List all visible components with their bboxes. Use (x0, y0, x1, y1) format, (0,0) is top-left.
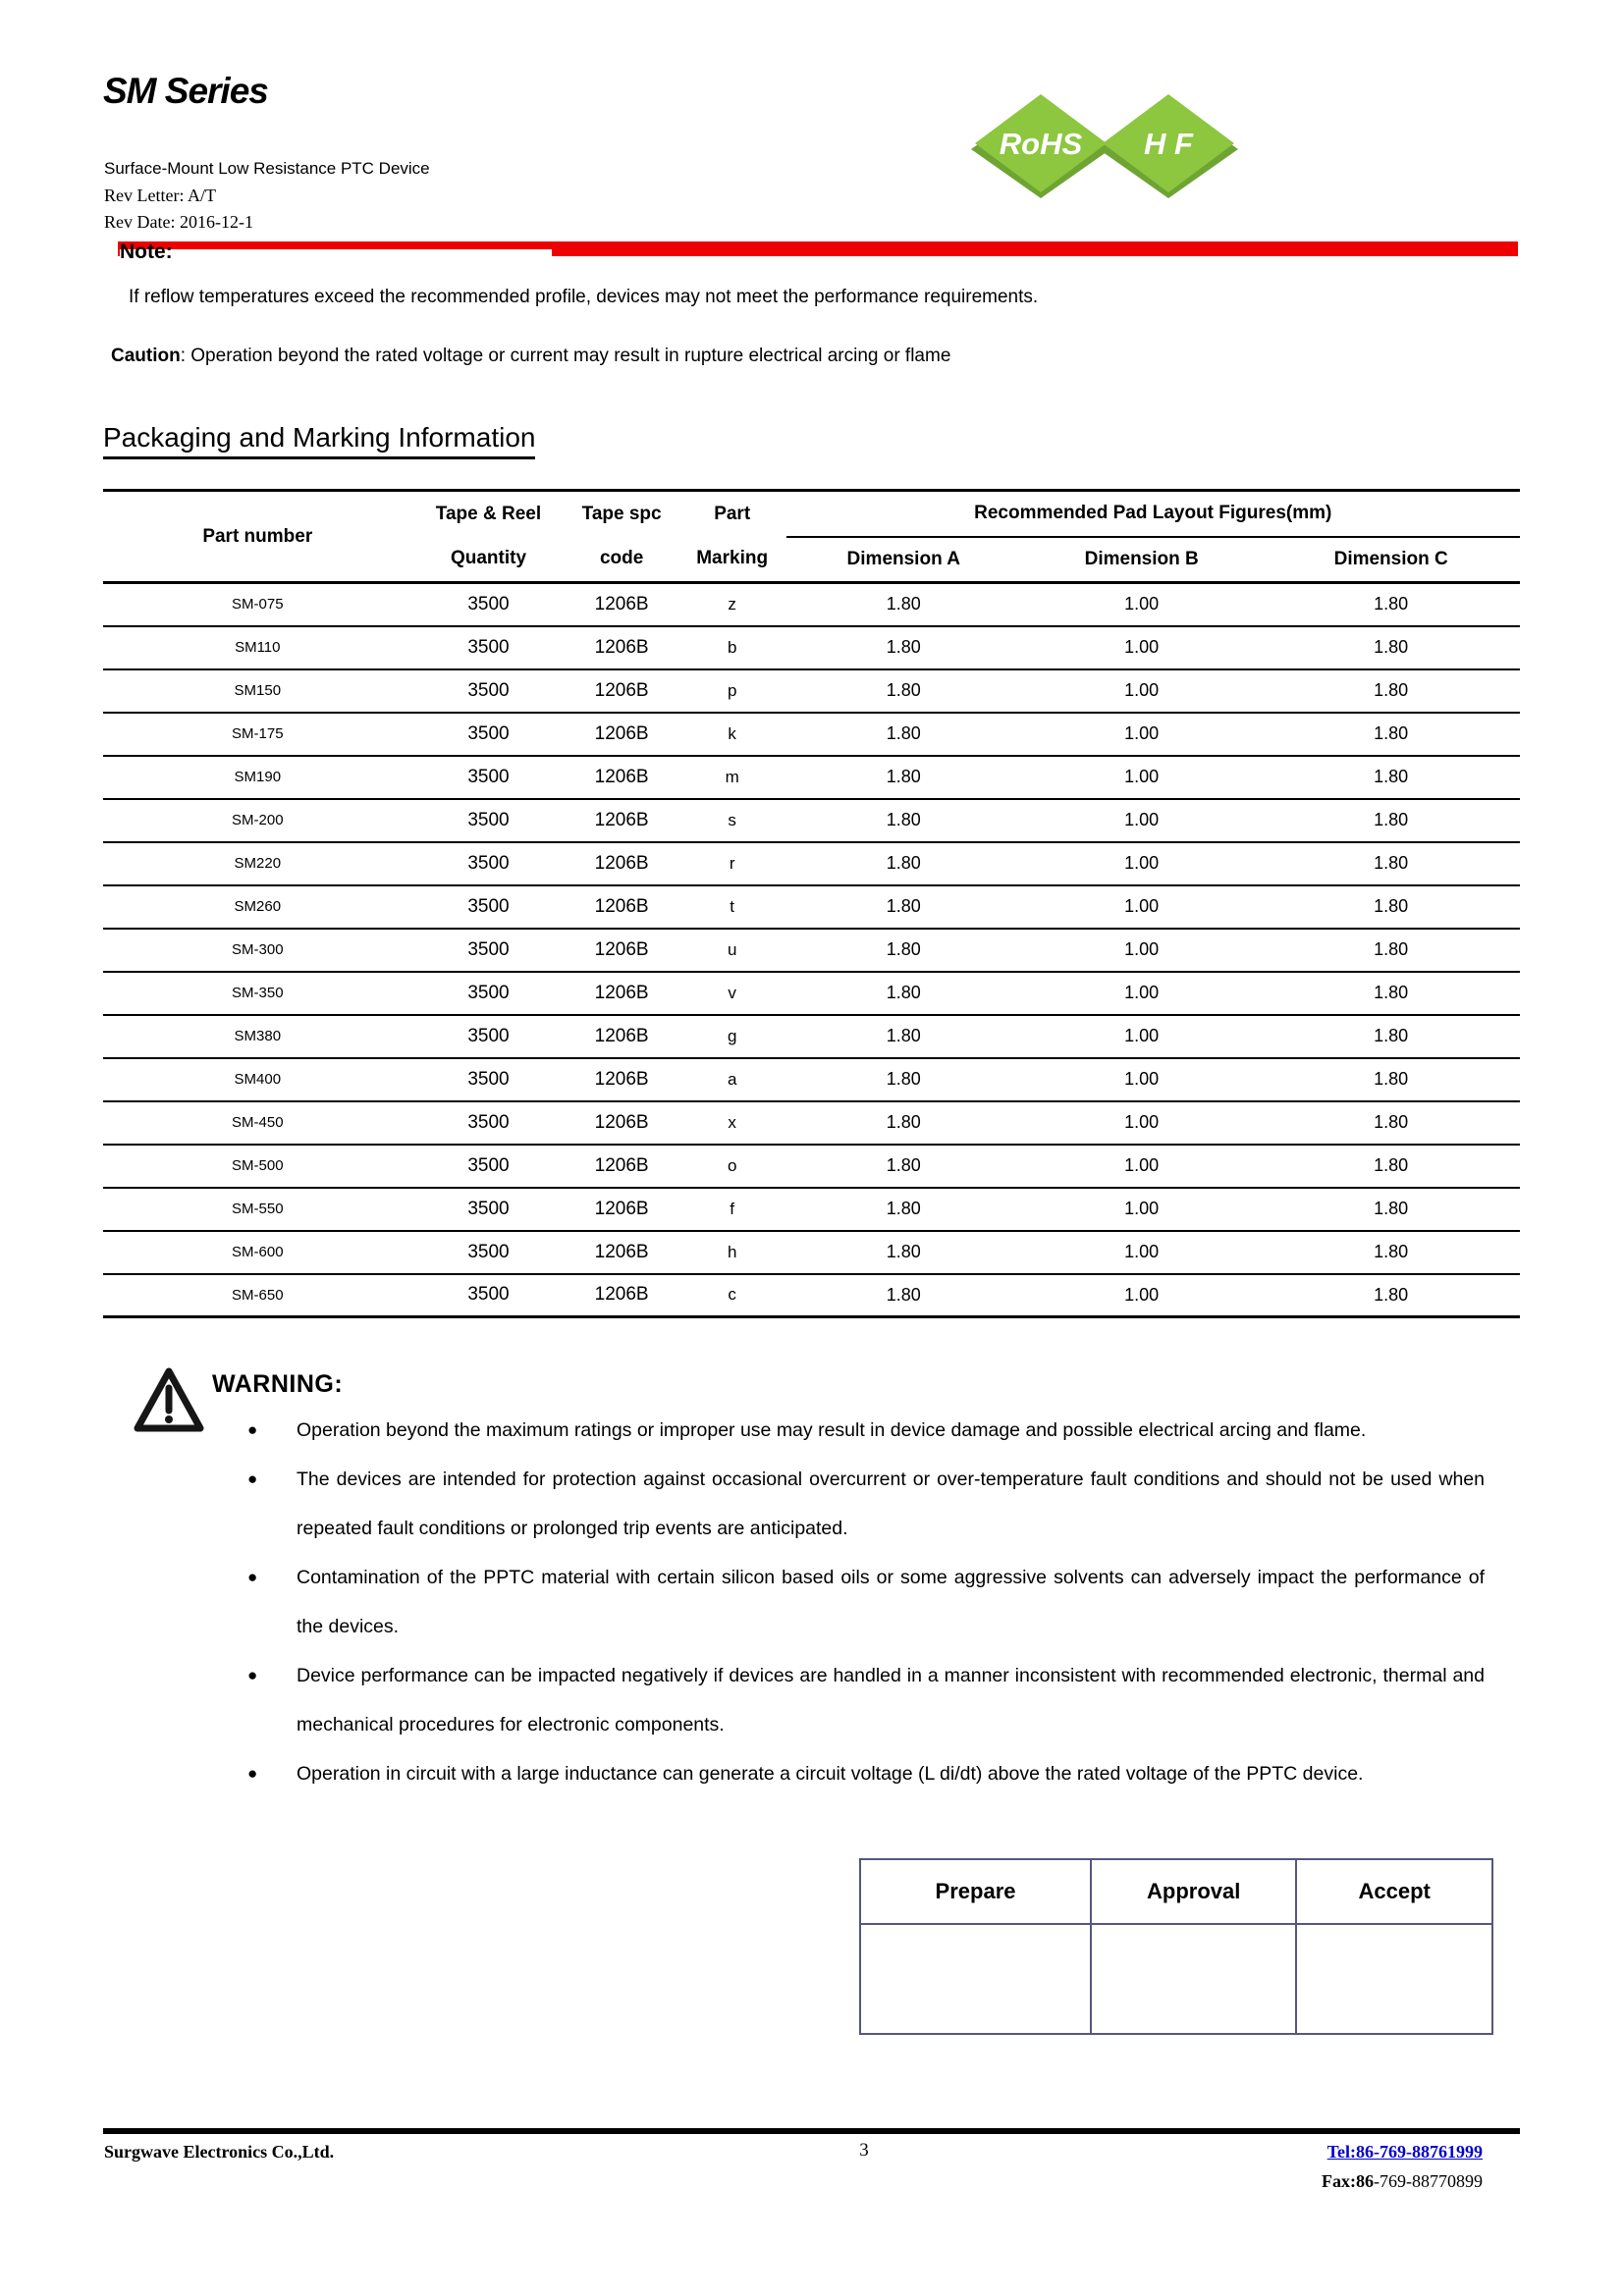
table-row (103, 799, 1520, 842)
warning-item-text: Device performance can be impacted negatively if devices are handled in a manner inconsistent with recommended electronic, thermal and mechanical procedures for electronic components. (297, 1665, 1485, 1735)
table-cell: 1206B (594, 938, 649, 960)
hf-badge-label: H F (1144, 127, 1193, 161)
table-cell: SM-550 (232, 1201, 284, 1217)
table-cell: 1206B (594, 1025, 649, 1046)
table-cell: SM220 (234, 855, 282, 872)
table-cell: 1.80 (886, 1155, 921, 1175)
table-cell: p (727, 680, 737, 700)
table-cell: v (728, 983, 736, 1002)
table-cell: 1.80 (1374, 1112, 1409, 1132)
page-title: SM Series (103, 71, 268, 111)
table-cell: 3500 (467, 1111, 510, 1133)
table-cell: 1206B (594, 809, 649, 830)
table-cell: 1.80 (1374, 983, 1409, 1002)
table-cell: 3500 (467, 722, 510, 744)
table-cell: 3500 (467, 982, 510, 1003)
table-cell: g (727, 1026, 737, 1045)
table-cell: 1.80 (886, 594, 921, 614)
table-cell: r (729, 853, 735, 873)
table-cell: 1.00 (1124, 594, 1160, 614)
table-cell: 1.80 (1374, 637, 1409, 657)
signoff-header-row (860, 1859, 1492, 1924)
table-cell: 1.80 (886, 1026, 921, 1045)
table-cell: SM190 (234, 769, 282, 785)
bullet-icon: ● (247, 1568, 258, 1586)
warning-item-text: The devices are intended for protection against occasional overcurrent or over-temperature fault conditions and should not be used when repeated fault conditions or prolonged trip events are anticipated. (297, 1468, 1485, 1539)
col-header-quantity: Quantity (450, 548, 527, 569)
table-row (103, 626, 1520, 669)
table-cell: 3500 (467, 1154, 510, 1176)
table-cell: 1.80 (1374, 1284, 1409, 1305)
table-cell: c (728, 1285, 736, 1305)
signoff-column-header: Accept (1296, 1859, 1492, 1924)
bullet-icon: ● (247, 1469, 258, 1488)
table-cell: 3500 (467, 1241, 510, 1262)
bullet-icon: ● (247, 1666, 258, 1684)
table-cell: 1.80 (886, 1112, 921, 1132)
halogen-free-diamond-icon (1095, 88, 1242, 221)
table-cell: 1.00 (1124, 637, 1160, 657)
table-cell: 1.80 (1374, 1026, 1409, 1045)
table-cell: 1.80 (886, 680, 921, 700)
table-cell: 1.80 (886, 810, 921, 829)
col-header-code: code (599, 548, 644, 569)
table-cell: 3500 (467, 679, 510, 701)
table-cell: 1.00 (1124, 1155, 1160, 1175)
table-cell: 1206B (594, 766, 649, 787)
table-cell: k (728, 723, 736, 743)
table-cell: SM-450 (232, 1114, 284, 1131)
col-header-tape-reel: Tape & Reel (435, 503, 542, 524)
section-heading: Packaging and Marking Information (103, 422, 535, 459)
table-cell: 1.00 (1124, 1112, 1160, 1132)
table-cell: 1.80 (886, 896, 921, 916)
table-cell: SM-175 (232, 725, 284, 742)
col-header-part: Part (714, 503, 751, 524)
table-cell: 1206B (594, 1068, 649, 1090)
signoff-empty-cell (1091, 1924, 1296, 2034)
packaging-table-header (103, 491, 1520, 583)
table-cell: 1.80 (886, 983, 921, 1002)
table-cell: f (730, 1199, 735, 1218)
signoff-column-header: Prepare (860, 1859, 1091, 1924)
table-cell: SM380 (234, 1028, 282, 1044)
table-cell: 1.00 (1124, 723, 1160, 743)
red-bar-notch (120, 249, 552, 258)
table-cell: SM400 (234, 1071, 282, 1088)
footer-page-number: 3 (859, 2140, 869, 2161)
table-cell: z (728, 594, 736, 614)
footer-fax-number: -769-88770899 (1374, 2171, 1483, 2191)
table-cell: 1.80 (1374, 810, 1409, 829)
table-row (103, 929, 1520, 972)
table-cell: 3500 (467, 1068, 510, 1090)
warning-heading: WARNING: (212, 1370, 344, 1398)
table-cell: x (728, 1112, 736, 1132)
table-row (103, 1145, 1520, 1188)
table-cell: 3500 (467, 593, 510, 614)
bullet-icon: ● (247, 1420, 258, 1439)
warning-item (245, 1553, 1485, 1651)
table-cell: 1206B (594, 1241, 649, 1262)
table-cell: 3500 (467, 1284, 510, 1306)
table-cell: 3500 (467, 809, 510, 830)
table-row (103, 1101, 1520, 1145)
table-cell: 3500 (467, 938, 510, 960)
table-cell: o (727, 1155, 737, 1175)
table-cell: 1206B (594, 722, 649, 744)
table-cell: 1.80 (1374, 1155, 1409, 1175)
signoff-column-header: Approval (1091, 1859, 1296, 1924)
table-cell: s (728, 810, 736, 829)
table-cell: 1.80 (1374, 1069, 1409, 1089)
table-cell: 1.80 (886, 1284, 921, 1305)
table-cell: 1206B (594, 895, 649, 917)
warning-item-text: Contamination of the PPTC material with certain silicon based oils or some aggressive solvents can adversely impact the performance of the devices. (297, 1567, 1485, 1637)
footer-tel-link[interactable]: Tel:86-769-88761999 (1326, 2142, 1483, 2162)
table-cell: 1.00 (1124, 810, 1160, 829)
table-cell: 1.80 (886, 1242, 921, 1261)
table-cell: 1206B (594, 679, 649, 701)
table-cell: t (730, 896, 735, 916)
packaging-marking-table (103, 489, 1520, 1318)
table-cell: 1.80 (886, 1199, 921, 1218)
table-cell: 1.00 (1124, 1069, 1160, 1089)
table-cell: SM110 (235, 639, 281, 656)
rohs-diamond-icon (967, 88, 1114, 221)
table-cell: 1206B (594, 1111, 649, 1133)
table-cell: 1.80 (886, 637, 921, 657)
caution-label: Caution (111, 346, 181, 366)
table-cell: 1206B (594, 636, 649, 658)
warning-item-text: Operation beyond the maximum ratings or improper use may result in device damage and possible electrical arcing and flame. (297, 1419, 1367, 1441)
table-cell: 3500 (467, 1025, 510, 1046)
signoff-empty-cell (860, 1924, 1091, 2034)
col-header-dimension-a: Dimension A (846, 548, 960, 569)
table-cell: h (727, 1242, 737, 1261)
footer-company: Surgwave Electronics Co.,Ltd. (104, 2142, 335, 2162)
table-cell: 1206B (594, 1154, 649, 1176)
table-cell: 1.80 (886, 723, 921, 743)
table-cell: 1.00 (1124, 1284, 1160, 1305)
table-cell: 1.80 (886, 853, 921, 873)
table-cell: 1.80 (886, 1069, 921, 1089)
table-cell: SM-600 (232, 1244, 284, 1260)
col-header-part-number: Part number (202, 525, 313, 547)
table-cell: 1.80 (1374, 939, 1409, 959)
table-cell: 1.00 (1124, 939, 1160, 959)
warning-item (245, 1651, 1485, 1749)
table-row (103, 1015, 1520, 1058)
table-cell: 3500 (467, 1198, 510, 1219)
table-cell: SM-500 (232, 1157, 284, 1174)
footer-fax (1080, 2171, 1483, 2192)
warning-list (245, 1406, 1485, 1798)
table-cell: SM-350 (232, 985, 284, 1001)
table-cell: 3500 (467, 852, 510, 874)
table-cell: a (727, 1069, 737, 1089)
table-cell: 1206B (594, 852, 649, 874)
table-cell: 1.00 (1124, 1026, 1160, 1045)
packaging-table-body (103, 583, 1520, 1317)
table-row (103, 842, 1520, 885)
table-cell: 1.00 (1124, 680, 1160, 700)
table-cell: SM-300 (232, 941, 284, 958)
compliance-badges (967, 88, 1301, 221)
table-cell: 1.80 (1374, 1242, 1409, 1261)
note-text: If reflow temperatures exceed the recommended profile, devices may not meet the performance requirements. (129, 287, 1039, 307)
rohs-badge-label: RoHS (999, 127, 1083, 161)
caution-text (111, 346, 1466, 367)
table-cell: 1.80 (886, 939, 921, 959)
rev-date: Rev Date: 2016-12-1 (104, 212, 253, 232)
table-cell: 1206B (594, 1284, 649, 1306)
table-row (103, 1058, 1520, 1101)
warning-item (245, 1406, 1485, 1455)
table-cell: SM-650 (232, 1286, 284, 1304)
table-cell: 3500 (467, 636, 510, 658)
table-cell: 1206B (594, 1198, 649, 1219)
table-row (103, 756, 1520, 799)
table-cell: 1.00 (1124, 767, 1160, 786)
table-cell: 1206B (594, 982, 649, 1003)
table-cell: m (725, 767, 739, 786)
table-cell: 1.80 (1374, 767, 1409, 786)
table-cell: 1.80 (1374, 853, 1409, 873)
table-row (103, 885, 1520, 929)
table-cell: u (727, 939, 737, 959)
table-cell: 3500 (467, 766, 510, 787)
table-cell: 1.00 (1124, 896, 1160, 916)
col-header-marking: Marking (696, 548, 769, 569)
table-row (103, 1231, 1520, 1274)
table-cell: 1.00 (1124, 853, 1160, 873)
table-cell: 1.80 (1374, 896, 1409, 916)
table-row (103, 1188, 1520, 1231)
table-cell: 1.80 (1374, 594, 1409, 614)
footer-fax-prefix: Fax:86 (1322, 2171, 1374, 2191)
table-cell: 1.00 (1124, 1199, 1160, 1218)
table-row (103, 583, 1520, 626)
signoff-table (859, 1858, 1493, 2035)
table-cell: 1.00 (1124, 983, 1160, 1002)
warning-triangle-icon (134, 1364, 204, 1437)
col-header-pad-layout-group: Recommended Pad Layout Figures(mm) (786, 491, 1521, 537)
signoff-empty-row (860, 1924, 1492, 2034)
page-subtitle: Surface-Mount Low Resistance PTC Device (104, 159, 430, 178)
col-header-tape-spc: Tape spc (581, 503, 662, 524)
rev-letter: Rev Letter: A/T (104, 186, 216, 205)
table-cell: 1.80 (1374, 680, 1409, 700)
col-header-dimension-b: Dimension B (1084, 548, 1199, 569)
table-row (103, 669, 1520, 713)
bullet-icon: ● (247, 1764, 258, 1783)
note-label: Note: (120, 240, 173, 263)
table-cell: SM260 (234, 898, 282, 915)
table-cell: SM-075 (232, 596, 284, 614)
table-cell: SM150 (234, 682, 282, 699)
table-row (103, 1274, 1520, 1317)
warning-item (245, 1749, 1485, 1798)
table-cell: 1.00 (1124, 1242, 1160, 1261)
table-cell: SM-200 (232, 812, 284, 828)
table-row (103, 972, 1520, 1015)
signoff-empty-cell (1296, 1924, 1492, 2034)
warning-item (245, 1455, 1485, 1553)
warning-item-text: Operation in circuit with a large inductance can generate a circuit voltage (L di/dt) above the rated voltage of the PPTC device. (297, 1763, 1364, 1785)
table-cell: 1206B (594, 593, 649, 614)
table-cell: b (727, 637, 737, 657)
col-header-dimension-c: Dimension C (1333, 548, 1448, 569)
table-row (103, 713, 1520, 756)
caution-body: : Operation beyond the rated voltage or current may result in rupture electrical arcing or flame (180, 346, 951, 366)
table-cell: 1.80 (1374, 723, 1409, 743)
table-cell: 3500 (467, 895, 510, 917)
footer-rule (103, 2128, 1520, 2134)
table-cell: 1.80 (1374, 1199, 1409, 1218)
table-cell: 1.80 (886, 767, 921, 786)
